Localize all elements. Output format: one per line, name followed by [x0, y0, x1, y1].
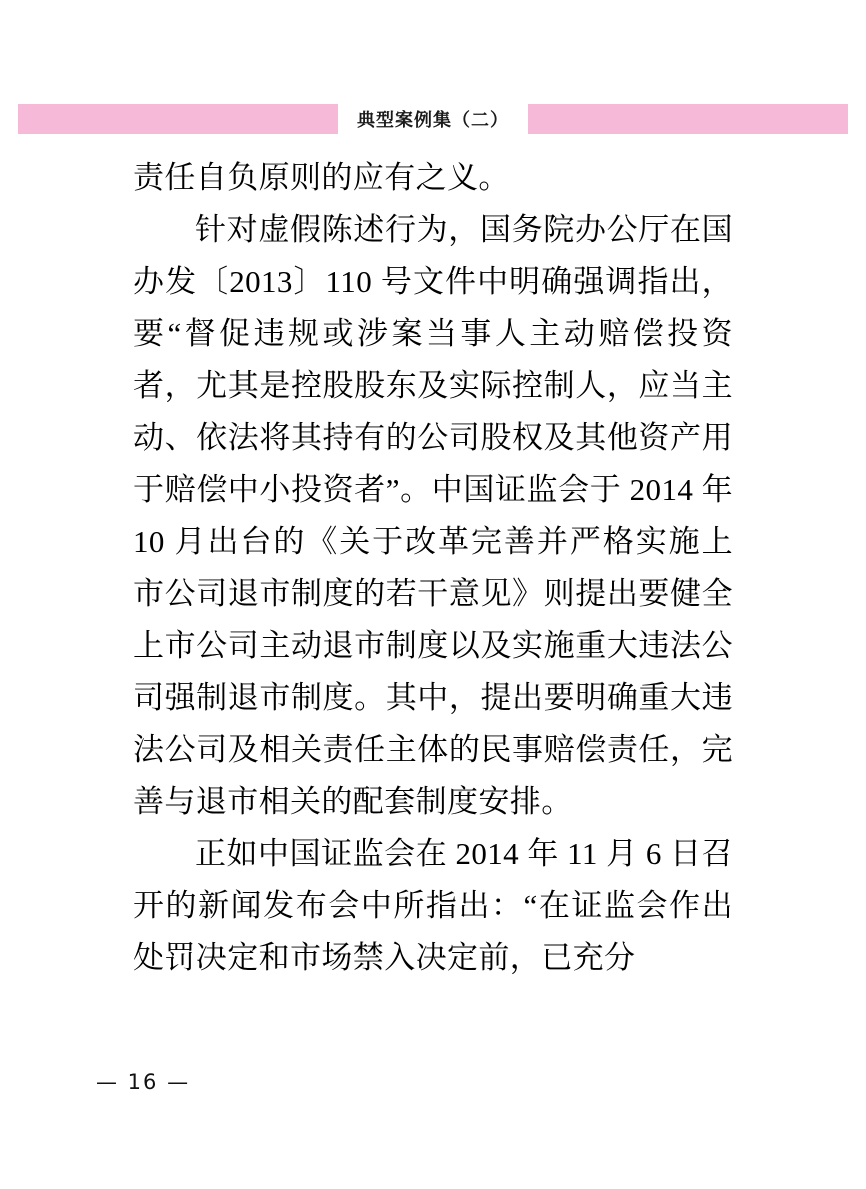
paragraph: 正如中国证监会在 2014 年 11 月 6 日召开的新闻发布会中所指出：“在证监会作出处罚决定和市场禁入决定前，已充分	[133, 836, 733, 975]
page-footer	[0, 1070, 866, 1094]
running-header	[0, 104, 866, 134]
header-title: 典型案例集（二）	[343, 106, 523, 132]
body-content	[133, 152, 742, 984]
paragraph: 责任自负原则的应有之义。	[133, 160, 510, 195]
paragraph: 针对虚假陈述行为，国务院办公厅在国办发〔2013〕110 号文件中明确强调指出，要“督促违规或涉案当事人主动赔偿投资者，尤其是控股股东及实际控制人，应当主动、依法将其持有的公司股权及其他资产用于赔偿中小投资者”。中国证监会于 2014 年 10 月出台的《关于改革完善并严格实施上市公司退市制度的若干意见》则提出要健全上市公司主动退市制度以及实施重大违法公司强制退市制度。其中，提出要明确重大违法公司及相关责任主体的民事赔偿责任，完善与退市相关的配套制度安排。	[133, 212, 742, 819]
header-rule-right	[528, 104, 848, 134]
header-rule-left	[18, 104, 338, 134]
page-number: — 16 —	[96, 1070, 191, 1094]
